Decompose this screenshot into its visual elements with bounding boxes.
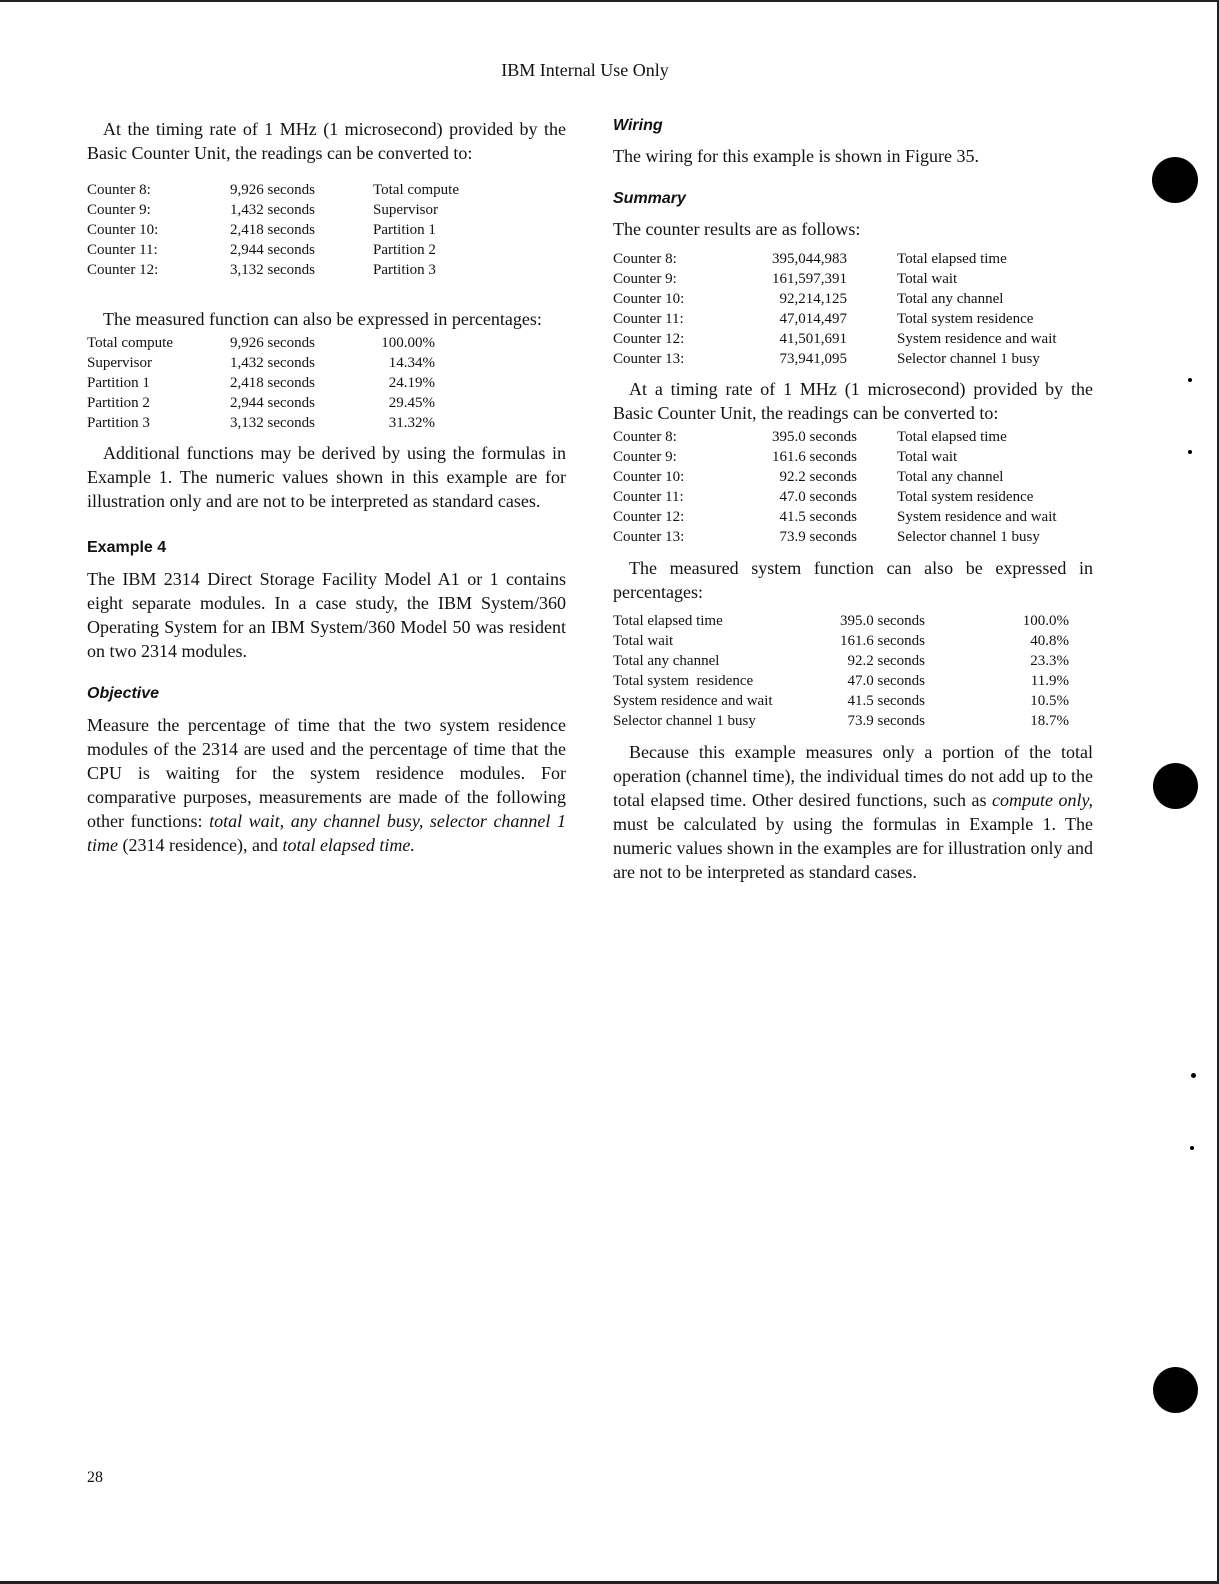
conversion-table: [87, 180, 459, 280]
summary-paragraph: The counter results are as follows:: [613, 219, 861, 239]
conversion-intro: At the timing rate of 1 MHz (1 microsecond) provided by the Basic Counter Unit, the readings can be converted to:: [87, 119, 566, 163]
closing-paragraph: Because this example measures only a portion of the total operation (channel time), the individual times do not add up to the total elapsed time. Other desired functions, such as compute only, must be calculated by using the formulas in Example 1. The numeric values shown in the examples are for illustration only and are not to be interpreted as standard cases.: [613, 742, 1093, 882]
table-row: Counter 12: 41,501,691 System residence and wait: [613, 331, 1057, 347]
table-row: Counter 8: 395.0 seconds Total elapsed time: [613, 429, 1007, 445]
binder-hole-middle: [1153, 763, 1198, 809]
counter-results-table: [613, 249, 1057, 369]
scan-speck: [1191, 1073, 1196, 1078]
system-percentage-table: [613, 611, 1069, 731]
table-row: Counter 13: 73.9 seconds Selector channel 1 busy: [613, 529, 1040, 545]
table-row: Partition 1 2,418 seconds 24.19%: [87, 375, 435, 391]
table-row: Total elapsed time 395.0 seconds 100.0%: [613, 613, 1069, 629]
table-row: Counter 12: 41.5 seconds System residence and wait: [613, 509, 1057, 525]
percentage-intro: The measured function can also be expressed in percentages:: [103, 309, 542, 329]
table-row: Total any channel 92.2 seconds 23.3%: [613, 653, 1069, 669]
converted-readings-table: [613, 427, 1057, 547]
scan-speck: [1188, 450, 1192, 454]
additional-functions-paragraph: Additional functions may be derived by using the formulas in Example 1. The numeric values shown in this example are for illustration only and are not to be interpreted as standard cases.: [87, 443, 566, 511]
table-row: Counter 11: 47.0 seconds Total system residence: [613, 489, 1034, 505]
table-row: Selector channel 1 busy 73.9 seconds 18.7%: [613, 713, 1069, 729]
table-row: Counter 9: 161,597,391 Total wait: [613, 271, 958, 287]
binder-hole-bottom: [1153, 1367, 1198, 1413]
table-row: Partition 2 2,944 seconds 29.45%: [87, 395, 435, 411]
objective-heading: Objective: [87, 685, 160, 702]
summary-heading: Summary: [613, 190, 686, 207]
table-row: Counter 11: 2,944 seconds Partition 2: [87, 242, 436, 258]
table-row: Counter 12: 3,132 seconds Partition 3: [87, 262, 436, 278]
scan-speck: [1188, 378, 1192, 382]
system-percentage-intro: The measured system function can also be expressed in percentages:: [613, 558, 1093, 602]
table-row: Counter 11: 47,014,497 Total system residence: [613, 311, 1034, 327]
table-row: Counter 9: 1,432 seconds Supervisor: [87, 202, 438, 218]
example-4-paragraph: The IBM 2314 Direct Storage Facility Model A1 or 1 contains eight separate modules. In a case study, the IBM System/360 Operating System for an IBM System/360 Model 50 was resident on two 2314 modules.: [87, 569, 566, 661]
table-row: Total wait 161.6 seconds 40.8%: [613, 633, 1069, 649]
page-header: IBM Internal Use Only: [501, 60, 669, 80]
page-number: 28: [87, 1469, 103, 1486]
table-row: Counter 13: 73,941,095 Selector channel 1 busy: [613, 351, 1040, 367]
table-row: Counter 9: 161.6 seconds Total wait: [613, 449, 958, 465]
table-row: System residence and wait 41.5 seconds 10.5%: [613, 693, 1069, 709]
percentage-table: [87, 333, 435, 433]
wiring-heading: Wiring: [613, 117, 663, 134]
table-row: Total compute 9,926 seconds 100.00%: [87, 335, 435, 351]
page-border-top: [0, 0, 1219, 2]
table-row: Counter 10: 2,418 seconds Partition 1: [87, 222, 436, 238]
table-row: Counter 10: 92.2 seconds Total any channel: [613, 469, 1004, 485]
wiring-paragraph: The wiring for this example is shown in Figure 35.: [613, 146, 979, 166]
scan-speck: [1190, 1146, 1194, 1150]
right-column: [613, 117, 1093, 884]
table-row: Supervisor 1,432 seconds 14.34%: [87, 355, 435, 371]
table-row: Partition 3 3,132 seconds 31.32%: [87, 415, 435, 431]
example-4-heading: Example 4: [87, 539, 167, 556]
left-column: [87, 117, 566, 857]
objective-paragraph: Measure the percentage of time that the two system residence modules of the 2314 are used and the percentage of time that the CPU is waiting for the system residence modules. For comparative purposes, measurements are made of the following other functions: total wait, any channel busy, selector channel 1 time (2314 residence), and total elapsed time.: [87, 715, 566, 855]
table-row: Counter 8: 9,926 seconds Total compute: [87, 182, 460, 198]
timing-paragraph: At a timing rate of 1 MHz (1 microsecond) provided by the Basic Counter Unit, the readings can be converted to:: [613, 379, 1093, 423]
table-row: Total system residence 47.0 seconds 11.9%: [613, 673, 1069, 689]
binder-hole-top: [1152, 157, 1198, 203]
table-row: Counter 8: 395,044,983 Total elapsed time: [613, 251, 1007, 267]
table-row: Counter 10: 92,214,125 Total any channel: [613, 291, 1004, 307]
